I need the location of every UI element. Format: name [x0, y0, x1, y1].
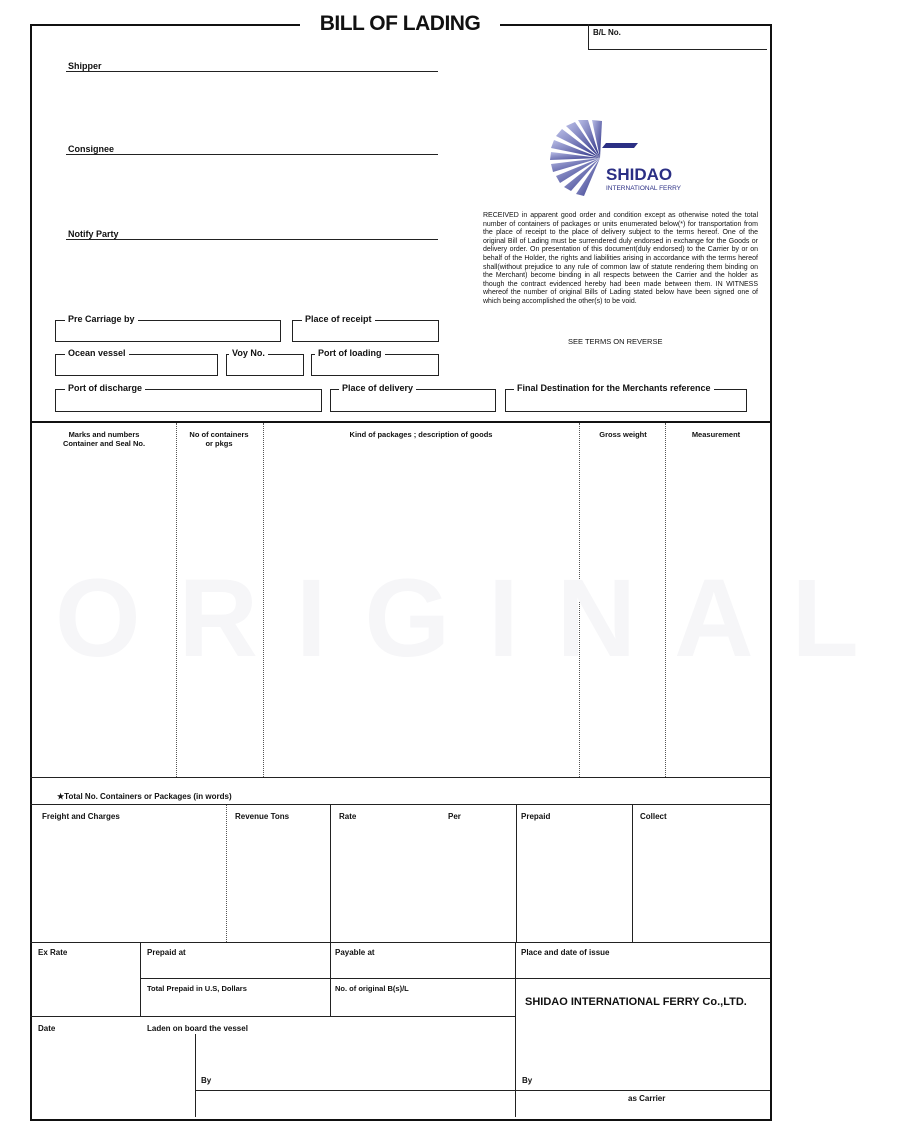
bottom-rule-row1 [140, 978, 770, 979]
per-label: Per [448, 812, 461, 821]
bl-no-label: B/L No. [593, 28, 621, 37]
prepaid-at-label: Prepaid at [147, 948, 186, 957]
containers-header-line2: or pkgs [205, 439, 233, 448]
charges-divider-4 [632, 805, 633, 942]
as-carrier-label: as Carrier [628, 1094, 666, 1103]
collect-label: Collect [640, 812, 667, 821]
containers-header-line1: No of containers [189, 430, 249, 439]
carrier-company-name: SHIDAO INTERNATIONAL FERRY Co.,LTD. [525, 996, 747, 1008]
marks-header-line1: Marks and numbers [68, 430, 140, 439]
terms-paragraph: RECEIVED in apparent good order and condition except as otherwise noted the total number of containers of packages or units enumerated below(*) for transportation from the place of receipt to the place of delivery subject to the terms hereof. One of the original Bill of Lading must be surrendered duly endorsed in exchange for the Goods or delivery order. On presentation of this document(duly endorsed) to the Carrier by or on behalf of the Holder, the rights and liabilities arising in accordance with the terms hereof shall(without prejudice to any rule of common law of statute rendering them binding on the Merchant) become binding in all respects between the Carrier and the holder as though the contract evidenced hereby had been made between them. IN WITNESS whereof the number of original Bills of Lading stated below have been signed one of which being accomplished the other(s) to be void. [483, 212, 758, 305]
place-date-issue-label: Place and date of issue [521, 948, 610, 957]
charges-divider-1 [226, 805, 227, 942]
laden-by-rule [195, 1090, 515, 1091]
shipper-label: Shipper [68, 61, 102, 71]
gross-weight-header: Gross weight [599, 430, 647, 439]
charges-top-rule [30, 804, 770, 805]
place-of-receipt-label: Place of receipt [302, 314, 375, 324]
by-left-label: By [201, 1076, 212, 1085]
carrier-by-rule [515, 1090, 770, 1091]
bottom-top-rule [30, 942, 770, 943]
by-right-label: By [522, 1076, 533, 1085]
measurement-header: Measurement [691, 430, 741, 439]
prepaid-label: Prepaid [521, 812, 551, 821]
original-watermark: ORIGINAL [55, 557, 897, 680]
company-logo [548, 118, 688, 198]
laden-on-board-label: Laden on board the vessel [147, 1024, 248, 1033]
kind-header: Kind of packages ; description of goods [349, 430, 493, 439]
marks-header-line2: Container and Seal No. [62, 439, 146, 448]
goods-table-bottom-rule [30, 777, 770, 778]
bottom-divider-laden [195, 1034, 196, 1117]
logo-subtitle-text: INTERNATIONAL FERRY [606, 185, 682, 192]
voy-no-label: Voy No. [229, 348, 268, 358]
notify-party-label: Notify Party [68, 229, 119, 239]
containers-header [176, 430, 262, 448]
notify-party-line[interactable] [66, 239, 438, 240]
see-terms-note: SEE TERMS ON REVERSE [568, 337, 663, 346]
no-original-label: No. of original B(s)/L [335, 984, 409, 993]
bottom-rule-row2 [30, 1016, 516, 1017]
freight-charges-label: Freight and Charges [42, 812, 120, 821]
total-containers-label: ★Total No. Containers or Packages (in words) [57, 792, 232, 801]
rate-label: Rate [339, 812, 357, 821]
bottom-divider-payable [330, 942, 331, 1016]
pre-carriage-label: Pre Carriage by [65, 314, 138, 324]
ex-rate-label: Ex Rate [38, 948, 68, 957]
revenue-tons-label: Revenue Tons [235, 812, 290, 821]
port-of-loading-label: Port of loading [315, 348, 385, 358]
goods-table-top-rule [30, 421, 770, 423]
place-of-delivery-label: Place of delivery [339, 383, 416, 393]
port-of-discharge-label: Port of discharge [65, 383, 145, 393]
charges-divider-3 [516, 805, 517, 942]
marks-header [40, 430, 168, 448]
shipper-line[interactable] [66, 71, 438, 72]
final-destination-label: Final Destination for the Merchants reference [514, 383, 714, 393]
ocean-vessel-label: Ocean vessel [65, 348, 129, 358]
document-title: BILL OF LADING [300, 12, 500, 36]
bottom-divider-ex-rate [140, 942, 141, 1016]
date-label: Date [38, 1024, 56, 1033]
payable-at-label: Payable at [335, 948, 375, 957]
charges-divider-2 [330, 805, 331, 942]
consignee-line[interactable] [66, 154, 438, 155]
consignee-label: Consignee [68, 144, 115, 154]
logo-name-text: SHIDAO [606, 165, 673, 184]
total-prepaid-label: Total Prepaid in U.S, Dollars [147, 984, 247, 993]
